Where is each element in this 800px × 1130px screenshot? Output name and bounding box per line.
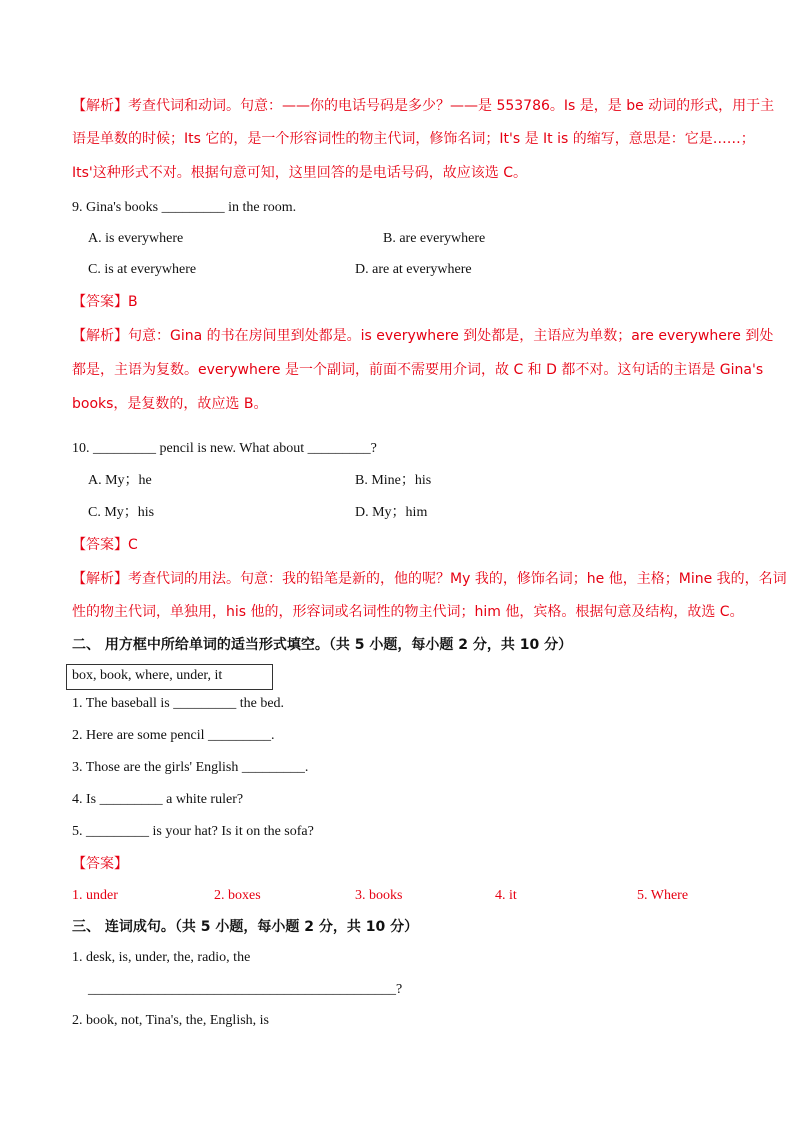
section-2-answer-2: 2. boxes xyxy=(214,888,261,903)
q9-option-c: C. is at everywhere xyxy=(88,262,197,277)
section-2-item-5: 5. _________ is your hat? Is it on the sofa? xyxy=(72,824,314,839)
section-2-heading: 二、 用方框中所给单词的适当形式填空。（共 5 小题，每小题 2 分，共 10 分） xyxy=(72,637,573,653)
section-2-item-4: 4. Is _________ a white ruler? xyxy=(72,792,244,807)
q10-explanation-line-2: 性的物主代词，单独用，his 他的，形容词或名词性的物主代词；him 他，宾格。根据句意及结构，故选 C。 xyxy=(72,604,744,620)
q10-explanation-line-1: 【解析】考查代词的用法。句意：我的铅笔是新的，他的呢？My 我的，修饰名词；he 他，主格；Mine 我的，名词 xyxy=(72,571,787,587)
q10-option-a: A. My；he xyxy=(88,473,152,488)
q8-explanation-line-2: 语是单数的时候；Its 它的，是一个形容词性的物主代词，修饰名词；It's 是 It is 的缩写，意思是：它是……； xyxy=(72,131,755,147)
q8-explanation-line-3: Its'这种形式不对。根据句意可知，这里回答的是电话号码，故应该选 C。 xyxy=(72,165,527,181)
section-2-answer-4: 4. it xyxy=(495,888,517,903)
q10-option-c: C. My；his xyxy=(88,505,155,520)
q9-explanation-line-2: 都是，主语为复数。everywhere 是一个副词，前面不需要用介词，故 C 和 D 都不对。这句话的主语是 Gina's xyxy=(72,362,764,378)
section-2-answer-5: 5. Where xyxy=(637,888,689,903)
q10-option-d: D. My；him xyxy=(355,505,428,520)
q10-option-b: B. Mine；his xyxy=(355,473,432,488)
section-2-answer-1: 1. under xyxy=(72,888,118,903)
q9-explanation-line-3: books，是复数的，故应选 B。 xyxy=(72,396,268,412)
section-3-heading: 三、 连词成句。（共 5 小题，每小题 2 分，共 10 分） xyxy=(72,919,419,935)
q9-option-a: A. is everywhere xyxy=(88,231,184,246)
q9-answer: 【答案】B xyxy=(72,294,138,310)
section-2-item-1: 1. The baseball is _________ the bed. xyxy=(72,696,285,711)
section-3-item-1: 1. desk, is, under, the, radio, the xyxy=(72,950,251,965)
q8-explanation-line-1: 【解析】考查代词和动词。句意：——你的电话号码是多少？——是 553786。Is 是，是 be 动词的形式，用于主 xyxy=(72,98,775,114)
section-2-item-2: 2. Here are some pencil _________. xyxy=(72,728,275,743)
section-3-item-2: 2. book, not, Tina's, the, English, is xyxy=(72,1013,269,1028)
q9-stem: 9. Gina's books _________ in the room. xyxy=(72,200,297,215)
q9-option-b: B. are everywhere xyxy=(383,231,486,246)
section-2-item-3: 3. Those are the girls' English _________. xyxy=(72,760,309,775)
word-box-text: box, book, where, under, it xyxy=(72,668,223,683)
q10-answer: 【答案】C xyxy=(72,537,138,553)
q9-explanation-line-1: 【解析】句意：Gina 的书在房间里到处都是。is everywhere 到处都是，主语应为单数；are everywhere 到处 xyxy=(72,328,774,344)
section-3-item-1-blank: ____________________________________________? xyxy=(88,982,403,997)
section-2-answer-3: 3. books xyxy=(355,888,403,903)
q10-stem: 10. _________ pencil is new. What about _________? xyxy=(72,441,377,456)
section-2-answer-label: 【答案】 xyxy=(72,856,128,872)
q9-option-d: D. are at everywhere xyxy=(355,262,472,277)
